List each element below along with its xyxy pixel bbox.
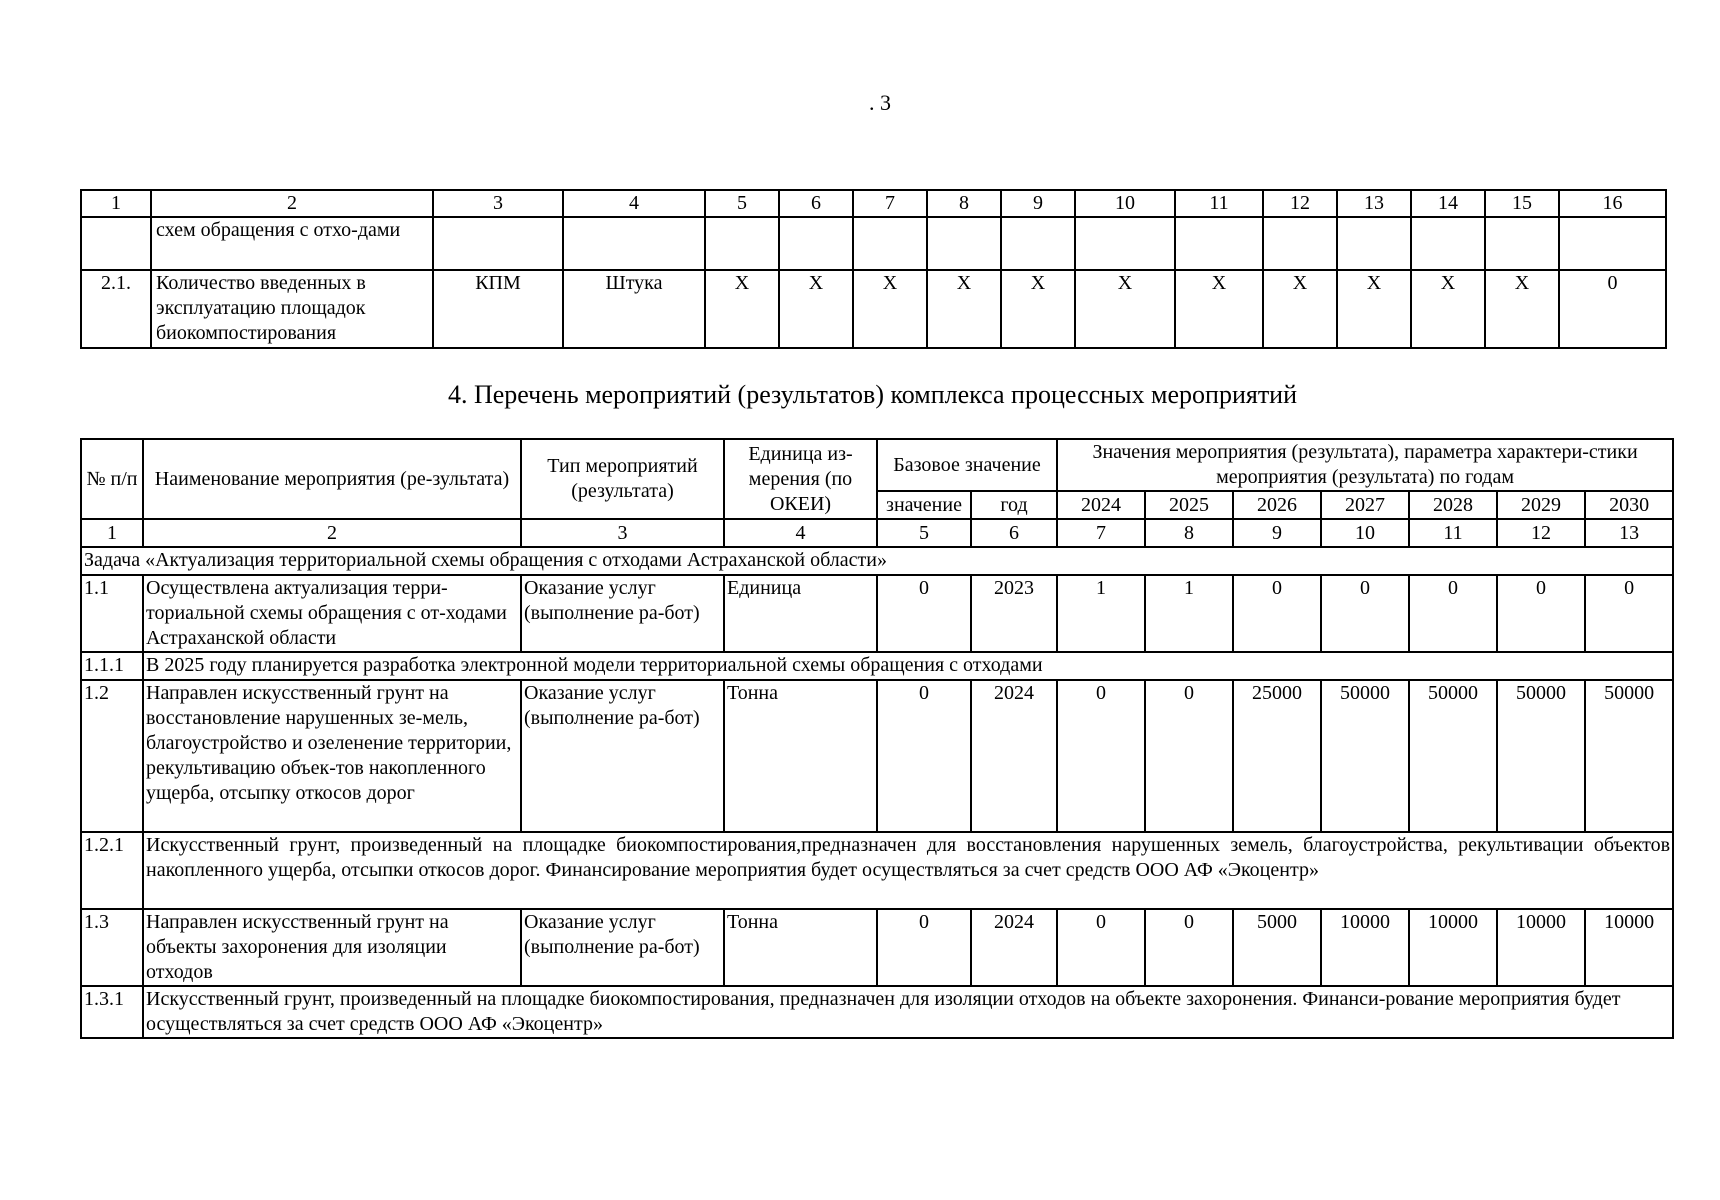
row-number: 1.2.1	[81, 832, 143, 909]
table-row	[81, 270, 1666, 348]
base-value: 0	[877, 680, 971, 832]
header-name: Наименование мероприятия (ре-зультата)	[143, 439, 521, 519]
activity-unit: Единица	[724, 575, 877, 652]
value-cell: 10000	[1585, 909, 1673, 986]
activity-name: Осуществлена актуализация терри-ториальной схемы обращения с от-ходами Астраханской области	[143, 575, 521, 652]
header-base-year: год	[971, 491, 1057, 519]
note-text: Искусственный грунт, произведенный на площадке биокомпостирования,предназначен для восстановления нарушенных земель, благоустройства, рекультивации объектов накопленного ущерба, отсыпки откосов дорог. Финансирование мероприятия будет осуществляться за счет средств ООО АФ «Экоцентр»	[143, 832, 1673, 909]
value-cell: 0	[1409, 575, 1497, 652]
value-cell: X	[1411, 270, 1485, 348]
note-row	[81, 986, 1673, 1038]
indicator-type: КПМ	[433, 270, 563, 348]
header-number: № п/п	[81, 439, 143, 519]
header-values-title: Значения мероприятия (результата), параметра характери-стики мероприятия (результата) по годам	[1057, 439, 1673, 491]
header-year: 2024	[1057, 491, 1145, 519]
column-number: 7	[1057, 519, 1145, 547]
row-number: 1.2	[81, 680, 143, 832]
table-row	[81, 909, 1673, 986]
activities-table	[80, 438, 1674, 1039]
header-year: 2028	[1409, 491, 1497, 519]
column-number: 2	[151, 190, 433, 217]
task-title: Задача «Актуализация территориальной схемы обращения с отходами Астраханской области»	[81, 547, 1673, 575]
value-cell: 1	[1057, 575, 1145, 652]
value-cell: 0	[1057, 680, 1145, 832]
column-number: 13	[1585, 519, 1673, 547]
column-number: 12	[1263, 190, 1337, 217]
note-text: В 2025 году планируется разработка электронной модели территориальной схемы обращения с отходами	[143, 652, 1673, 680]
value-cell: X	[1485, 270, 1559, 348]
base-year: 2024	[971, 909, 1057, 986]
value-cell: X	[1263, 270, 1337, 348]
value-cell: 0	[1497, 575, 1585, 652]
column-number: 3	[433, 190, 563, 217]
column-number: 6	[779, 190, 853, 217]
header-year: 2026	[1233, 491, 1321, 519]
table-row	[81, 217, 1666, 270]
indicator-name: Количество введенных в эксплуатацию площадок биокомпостирования	[151, 270, 433, 348]
column-number: 15	[1485, 190, 1559, 217]
continuation-table	[80, 189, 1667, 349]
value-cell: X	[927, 270, 1001, 348]
column-number: 5	[705, 190, 779, 217]
value-cell: 50000	[1585, 680, 1673, 832]
header-base-value: значение	[877, 491, 971, 519]
note-text: Искусственный грунт, произведенный на площадке биокомпостирования, предназначен для изоляции отходов на объекте захоронения. Финанси-рование мероприятия будет осуществляться за счет средств ООО АФ «Экоцентр»	[143, 986, 1673, 1038]
base-year: 2024	[971, 680, 1057, 832]
value-cell: X	[1075, 270, 1175, 348]
value-cell: 50000	[1497, 680, 1585, 832]
base-year: 2023	[971, 575, 1057, 652]
value-cell: 0	[1145, 680, 1233, 832]
column-number: 12	[1497, 519, 1585, 547]
value-cell: 0	[1145, 909, 1233, 986]
value-cell: 50000	[1321, 680, 1409, 832]
value-cell: 0	[1057, 909, 1145, 986]
value-cell: 1	[1145, 575, 1233, 652]
activity-type: Оказание услуг (выполнение ра-бот)	[521, 575, 724, 652]
header-unit: Единица из-мерения (по ОКЕИ)	[724, 439, 877, 519]
column-number: 2	[143, 519, 521, 547]
value-cell: 10000	[1409, 909, 1497, 986]
row-number: 1.1.1	[81, 652, 143, 680]
column-number: 11	[1175, 190, 1263, 217]
column-number: 3	[521, 519, 724, 547]
table-row	[81, 575, 1673, 652]
table-row	[81, 680, 1673, 832]
header-year: 2029	[1497, 491, 1585, 519]
column-number: 5	[877, 519, 971, 547]
value-cell: 0	[1321, 575, 1409, 652]
header-year: 2027	[1321, 491, 1409, 519]
column-number: 16	[1559, 190, 1666, 217]
value-cell: 0	[1585, 575, 1673, 652]
value-cell: 5000	[1233, 909, 1321, 986]
column-number: 8	[1145, 519, 1233, 547]
base-value: 0	[877, 909, 971, 986]
column-number: 11	[1409, 519, 1497, 547]
activity-type: Оказание услуг (выполнение ра-бот)	[521, 909, 724, 986]
column-number: 8	[927, 190, 1001, 217]
column-number: 1	[81, 190, 151, 217]
activity-name: Направлен искусственный грунт на объекты захоронения для изоляции отходов	[143, 909, 521, 986]
row-number: 1.3.1	[81, 986, 143, 1038]
activity-unit: Тонна	[724, 909, 877, 986]
value-cell: X	[1001, 270, 1075, 348]
task-row	[81, 547, 1673, 575]
column-number: 9	[1233, 519, 1321, 547]
indicator-unit: Штука	[563, 270, 705, 348]
table-header-row	[81, 439, 1673, 491]
value-cell: 25000	[1233, 680, 1321, 832]
column-number: 6	[971, 519, 1057, 547]
indicator-name: схем обращения с отхо-дами	[151, 217, 433, 270]
value-cell: X	[779, 270, 853, 348]
value-cell: 10000	[1321, 909, 1409, 986]
column-number-row	[81, 519, 1673, 547]
row-number: 2.1.	[81, 270, 151, 348]
column-number: 9	[1001, 190, 1075, 217]
section-title: 4. Перечень мероприятий (результатов) комплекса процессных мероприятий	[447, 380, 1298, 409]
value-cell: X	[1175, 270, 1263, 348]
value-cell: 0	[1233, 575, 1321, 652]
header-year: 2030	[1585, 491, 1673, 519]
column-number: 10	[1321, 519, 1409, 547]
note-row	[81, 652, 1673, 680]
value-cell: X	[853, 270, 927, 348]
header-year: 2025	[1145, 491, 1233, 519]
column-number: 4	[563, 190, 705, 217]
column-number: 7	[853, 190, 927, 217]
activity-type: Оказание услуг (выполнение ра-бот)	[521, 680, 724, 832]
activity-name: Направлен искусственный грунт на восстановление нарушенных зе-мель, благоустройство и озеленение территории, рекультивацию объек-тов накопленного ущерба, отсыпку откосов дорог	[143, 680, 521, 832]
header-type: Тип мероприятий (результата)	[521, 439, 724, 519]
column-number: 1	[81, 519, 143, 547]
base-value: 0	[877, 575, 971, 652]
value-cell: X	[1337, 270, 1411, 348]
column-number: 10	[1075, 190, 1175, 217]
value-cell: X	[705, 270, 779, 348]
column-number-row	[81, 190, 1666, 217]
row-number: 1.1	[81, 575, 143, 652]
value-cell: 50000	[1409, 680, 1497, 832]
column-number: 14	[1411, 190, 1485, 217]
page-number: . 3	[869, 90, 891, 115]
column-number: 4	[724, 519, 877, 547]
value-cell: 10000	[1497, 909, 1585, 986]
column-number: 13	[1337, 190, 1411, 217]
value-cell: 0	[1559, 270, 1666, 348]
note-row	[81, 832, 1673, 909]
header-base: Базовое значение	[877, 439, 1057, 491]
row-number: 1.3	[81, 909, 143, 986]
activity-unit: Тонна	[724, 680, 877, 832]
